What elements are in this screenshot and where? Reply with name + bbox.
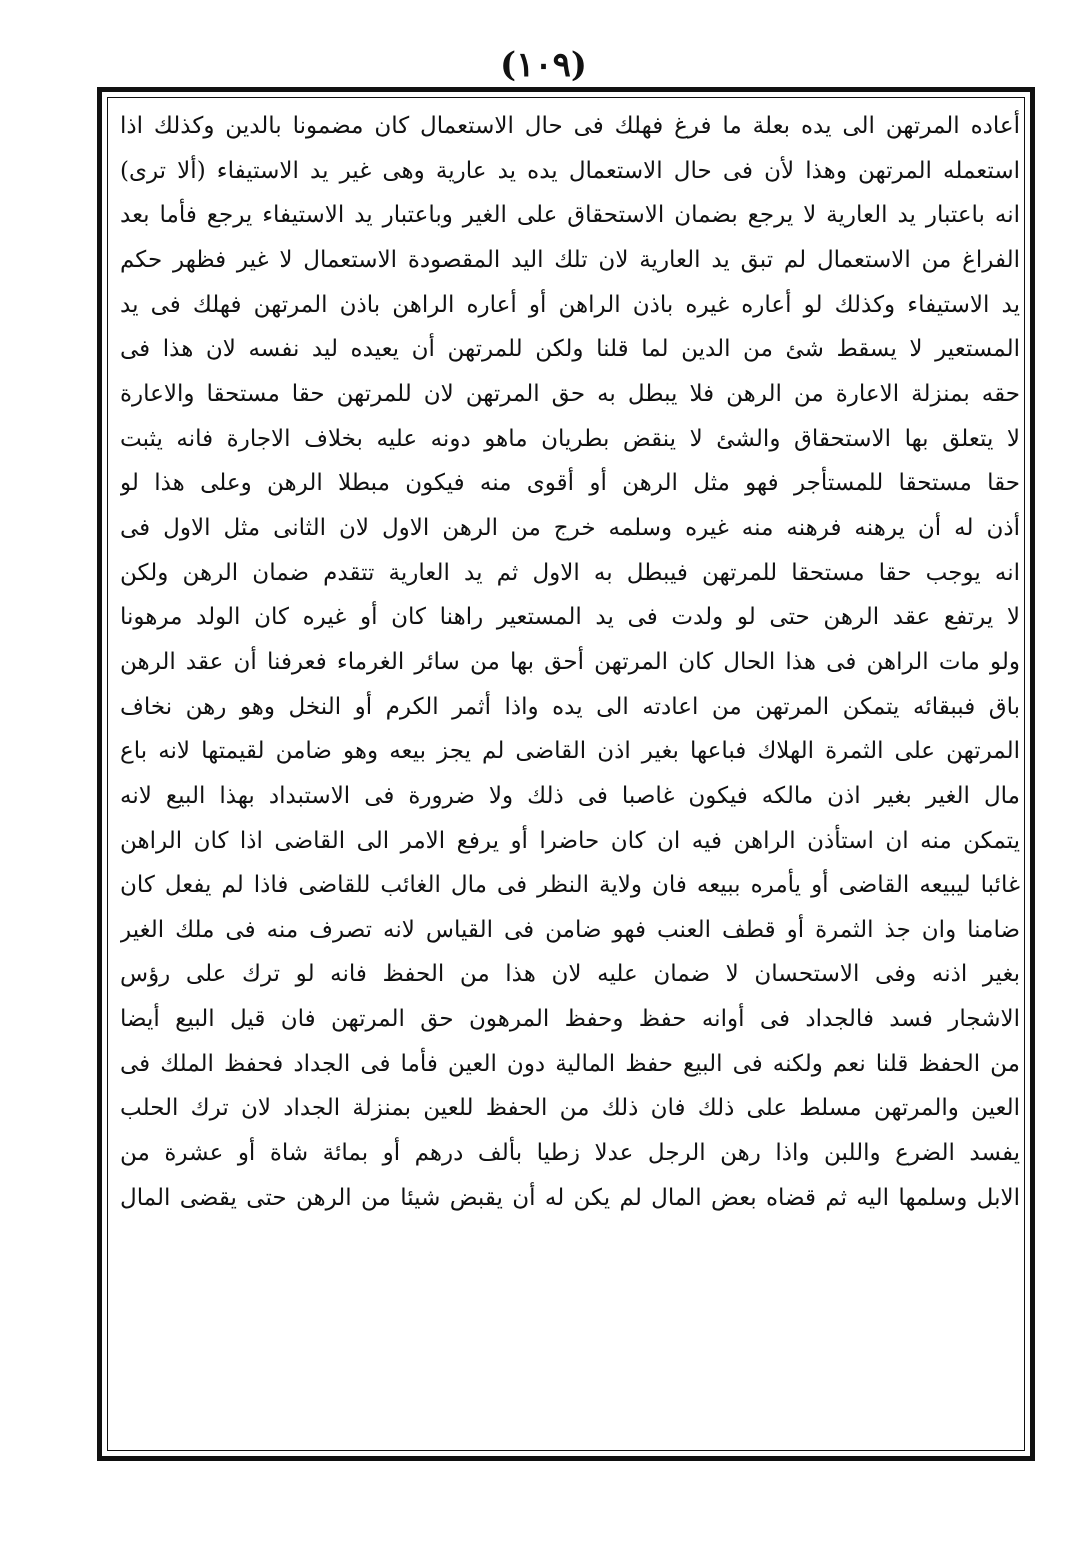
text-line: المستعير لا يسقط شئ من الدين لما قلنا ولكن للمرتهن أن يعيده ليد نفسه لان هذا فى <box>120 336 1020 363</box>
text-line: حقه بمنزلة الاعارة من الرهن فلا يبطل به حق المرتهن لان للمرتهن حقا مستحقا والاعارة <box>120 380 1020 407</box>
text-line: غائبا ليبيعه القاضى أو يأمره ببيعه فان ولاية النظر فى مال الغائب للقاضى فاذا لم يفعل كان <box>120 872 1020 899</box>
text-line: الفراغ من الاستعمال لم تبق يد العارية لان تلك اليد المقصودة الاستعمال لا غير فظهر حكم <box>120 246 1020 273</box>
text-line: ضامنا وان جذ الثمرة أو قطف العنب فهو ضامن فى القياس لانه تصرف منه فى ملك الغير <box>120 916 1020 943</box>
text-line: الاشجار فسد فالجداد فى أوانه حفظ وحفظ المرهون حق المرتهن فان قيل البيع أيضا <box>120 1006 1020 1033</box>
text-line: حقا مستحقا للمستأجر فهو مثل الرهن أو أقوى منه فيكون مبطلا الرهن وعلى هذا لو <box>120 470 1020 497</box>
text-line: أذن له أن يرهنه فرهنه منه غيره وسلمه خرج من الرهن الاول لان الثانى مثل الاول فى <box>120 514 1020 541</box>
text-line: بغير اذنه وفى الاستحسان لا ضمان عليه لان هذا من الحفظ فانه لو ترك على رؤس <box>120 961 1020 988</box>
text-line: يفسد الضرع واللبن واذا رهن الرجل عدلا زطيا بألف درهم أو بمائة شاة أو عشرة من <box>120 1140 1020 1167</box>
text-line: المرتهن على الثمرة الهلاك فباعها بغير اذن القاضى لم يجز بيعه وهو ضامن لقيمتها لانه باع <box>120 738 1020 765</box>
text-body <box>120 104 1020 1444</box>
text-line: مال الغير بغير اذن مالكه فيكون غاصبا فى ذلك ولا ضرورة فى الاستبداد بهذا البيع لانه <box>120 782 1020 809</box>
text-line: العين والمرتهن مسلط على ذلك فان ذلك من الحفظ للعين بمنزلة الجداد لان ترك الحلب <box>120 1095 1020 1122</box>
text-line: يتمكن منه ان استأذن الراهن فيه ان كان حاضرا أو يرفع الامر الى القاضى اذا كان الراهن <box>120 827 1020 854</box>
text-line: انه يوجب حقا مستحقا للمرتهن فيبطل به الاول ثم يد العارية تتقدم ضمان الرهن ولكن <box>120 559 1020 586</box>
page-number: (١٠٩) <box>500 45 587 85</box>
text-line: ولو مات الراهن فى هذا الحال كان المرتهن أحق بها من سائر الغرماء فعرفنا أن عقد الرهن <box>120 648 1020 675</box>
text-line: استعمله المرتهن وهذا لأن فى حال الاستعمال يده يد عارية وهى غير يد الاستيفاء (ألا ترى) <box>120 157 1020 184</box>
text-line: انه باعتبار يد العارية لا يرجع بضمان الاستحقاق على الغير وباعتبار يد الاستيفاء يرجع فأما بعد <box>120 202 1020 229</box>
text-line: الابل وسلمها اليه ثم قضاه بعض المال لم يكن له أن يقبض شيئا من الرهن حتى يقضى المال <box>120 1184 1020 1211</box>
text-line: باق فببقائه يتمكن المرتهن من اعادته الى يده واذا أثمر الكرم أو النخل وهو رهن نخاف <box>120 693 1020 720</box>
text-line: لا يتعلق بها الاستحقاق والشئ لا ينقض بطريان ماهو دونه عليه بخلاف الاجارة فانه يثبت <box>120 425 1020 452</box>
text-line: من الحفظ قلنا نعم ولكنه فى البيع حفظ المالية دون العين فأما فى الجداد فحفظ الملك فى <box>120 1050 1020 1077</box>
text-line: أعاده المرتهن الى يده بعلة ما فرغ فهلك فى حال الاستعمال كان مضمونا بالدين وكذلك اذا <box>120 113 1020 139</box>
text-line: لا يرتفع عقد الرهن حتى لو ولدت فى يد المستعير راهنا كان أو غيره كان الولد مرهونا <box>120 604 1020 631</box>
text-line: يد الاستيفاء وكذلك لو أعاره غيره باذن الراهن أو أعاره الراهن باذن المرتهن فهلك فى يد <box>120 291 1020 318</box>
